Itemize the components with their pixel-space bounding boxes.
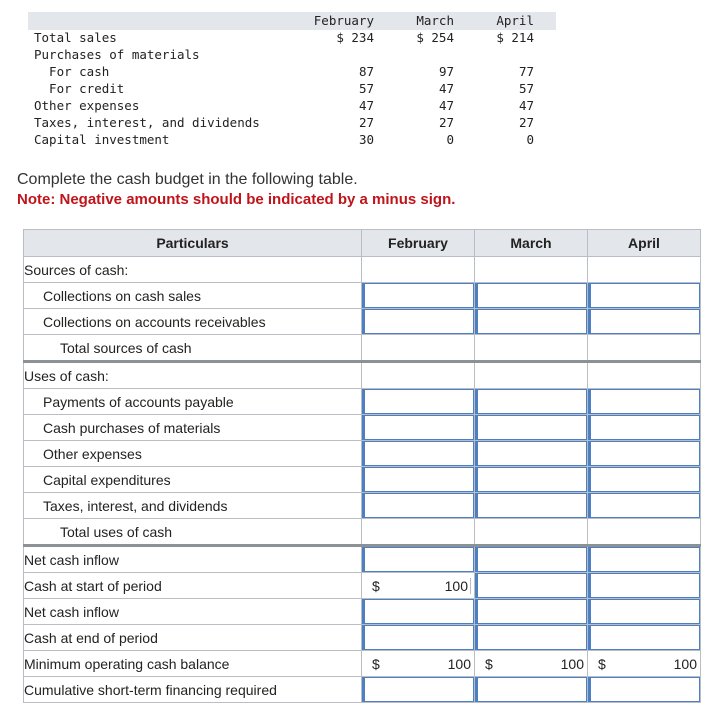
instruction-note: Note: Negative amounts should be indicated by a minus sign. (17, 191, 456, 208)
currency-symbol: $ (598, 655, 606, 672)
input-capex-feb[interactable] (362, 467, 474, 492)
row-minimum-balance (24, 651, 701, 677)
given-row-for-cash (28, 63, 558, 80)
input-net-inflow2-apr[interactable] (588, 599, 700, 624)
input-collections-cash-apr[interactable] (588, 283, 700, 308)
given-value: $ 214 (496, 30, 534, 45)
given-value: 77 (518, 64, 534, 79)
header-april: April (588, 230, 701, 257)
given-value: 57 (518, 81, 534, 96)
row-label: Other expenses (24, 441, 362, 467)
cash-start-feb-value: 100 (445, 578, 471, 594)
currency-symbol: $ (372, 577, 380, 594)
row-other-expenses (24, 441, 701, 467)
row-label: Taxes, interest, and dividends (24, 493, 362, 519)
row-collections-ar (24, 309, 701, 335)
given-value: 0 (446, 132, 454, 147)
given-row-total-sales (28, 29, 558, 46)
min-balance-mar-value: 100 (560, 655, 584, 672)
input-payments-ap-apr[interactable] (588, 389, 700, 414)
row-label: Net cash inflow (24, 599, 362, 625)
row-label: Payments of accounts payable (24, 389, 362, 415)
input-cash-end-feb[interactable] (362, 625, 474, 650)
input-cumulative-feb[interactable] (362, 677, 474, 702)
min-balance-apr-value: 100 (673, 655, 697, 672)
row-label: Net cash inflow (24, 546, 362, 573)
given-value: $ 254 (416, 30, 454, 45)
given-row-capital-investment (28, 131, 558, 148)
input-payments-ap-mar[interactable] (475, 389, 587, 414)
row-net-cash-inflow-1 (24, 546, 701, 573)
input-net-inflow-apr[interactable] (588, 547, 700, 572)
given-row-purchases (28, 46, 558, 63)
given-row-for-credit (28, 80, 558, 97)
given-value: 97 (438, 64, 454, 79)
input-cash-end-apr[interactable] (588, 625, 700, 650)
given-month-apr: April (496, 13, 534, 28)
given-label: Other expenses (34, 98, 140, 113)
min-balance-feb-cell (362, 651, 475, 677)
given-label: For credit (34, 81, 125, 96)
given-value: 47 (438, 81, 454, 96)
given-label: For cash (34, 64, 110, 79)
row-label: Capital expenditures (24, 467, 362, 493)
currency-symbol: $ (485, 655, 493, 672)
row-label: Collections on cash sales (24, 283, 362, 309)
row-label: Uses of cash: (24, 362, 362, 389)
given-value: 47 (358, 98, 374, 113)
table-header-row (24, 230, 701, 257)
row-cash-at-start (24, 573, 701, 599)
row-total-sources (24, 335, 701, 362)
input-collections-ar-feb[interactable] (362, 309, 474, 334)
input-collections-cash-feb[interactable] (362, 283, 474, 308)
input-net-inflow2-feb[interactable] (362, 599, 474, 624)
input-collections-ar-apr[interactable] (588, 309, 700, 334)
row-capital-expenditures (24, 467, 701, 493)
input-taxes-feb[interactable] (362, 493, 474, 518)
cash-budget-table (23, 229, 701, 703)
given-value: 47 (518, 98, 534, 113)
instruction-text: Complete the cash budget in the following table. (17, 171, 358, 188)
input-capex-apr[interactable] (588, 467, 700, 492)
header-march: March (475, 230, 588, 257)
input-cumulative-apr[interactable] (588, 677, 700, 702)
input-cash-start-mar[interactable] (475, 573, 587, 598)
row-label: Collections on accounts receivables (24, 309, 362, 335)
given-label: Total sales (34, 30, 117, 45)
input-net-inflow-feb[interactable] (362, 547, 474, 572)
row-sources-of-cash (24, 257, 701, 283)
row-label: Cumulative short-term financing required (24, 677, 362, 703)
given-label: Capital investment (34, 132, 170, 147)
given-label: Purchases of materials (34, 47, 200, 62)
min-balance-feb-value: 100 (447, 655, 471, 672)
row-label: Cash at end of period (24, 625, 362, 651)
input-taxes-mar[interactable] (475, 493, 587, 518)
row-label: Sources of cash: (24, 257, 362, 283)
row-net-cash-inflow-2 (24, 599, 701, 625)
given-row-taxes (28, 114, 558, 131)
given-value: 27 (438, 115, 454, 130)
row-label: Total uses of cash (24, 519, 362, 546)
row-label: Minimum operating cash balance (24, 651, 362, 677)
row-cash-purchases (24, 415, 701, 441)
input-collections-ar-mar[interactable] (475, 309, 587, 334)
input-net-inflow2-mar[interactable] (475, 599, 587, 624)
row-taxes-interest-dividends (24, 493, 701, 519)
input-cash-purchases-mar[interactable] (475, 415, 587, 440)
row-label: Total sources of cash (24, 335, 362, 362)
input-other-expenses-feb[interactable] (362, 441, 474, 466)
min-balance-mar-cell (475, 651, 588, 677)
given-label: Taxes, interest, and dividends (34, 115, 260, 130)
input-cash-end-mar[interactable] (475, 625, 587, 650)
given-value: 0 (526, 132, 534, 147)
input-other-expenses-mar[interactable] (475, 441, 587, 466)
min-balance-apr-cell (588, 651, 701, 677)
row-cash-at-end (24, 625, 701, 651)
input-collections-cash-mar[interactable] (475, 283, 587, 308)
row-label: Cash purchases of materials (24, 415, 362, 441)
given-value: 87 (358, 64, 374, 79)
given-value: 47 (438, 98, 454, 113)
given-value: 30 (358, 132, 374, 147)
given-header-row (28, 12, 558, 29)
input-taxes-apr[interactable] (588, 493, 700, 518)
given-value: 27 (518, 115, 534, 130)
cash-start-feb-cell (362, 573, 475, 599)
row-label: Cash at start of period (24, 573, 362, 599)
given-value: $ 234 (336, 30, 374, 45)
row-uses-of-cash (24, 362, 701, 389)
input-cumulative-mar[interactable] (475, 677, 587, 702)
input-net-inflow-mar[interactable] (475, 547, 587, 572)
given-row-other-expenses (28, 97, 558, 114)
input-other-expenses-apr[interactable] (588, 441, 700, 466)
header-particulars: Particulars (24, 230, 362, 257)
input-capex-mar[interactable] (475, 467, 587, 492)
header-february: February (362, 230, 475, 257)
input-cash-purchases-apr[interactable] (588, 415, 700, 440)
currency-symbol: $ (372, 655, 380, 672)
row-cumulative-financing (24, 677, 701, 703)
row-total-uses (24, 519, 701, 546)
row-collections-cash-sales (24, 283, 701, 309)
given-month-feb: February (313, 13, 374, 28)
given-data-block (28, 10, 558, 155)
given-value: 57 (358, 81, 374, 96)
given-month-mar: March (416, 13, 454, 28)
input-payments-ap-feb[interactable] (362, 389, 474, 414)
input-cash-purchases-feb[interactable] (362, 415, 474, 440)
given-value: 27 (358, 115, 374, 130)
row-payments-ap (24, 389, 701, 415)
input-cash-start-apr[interactable] (588, 573, 700, 598)
